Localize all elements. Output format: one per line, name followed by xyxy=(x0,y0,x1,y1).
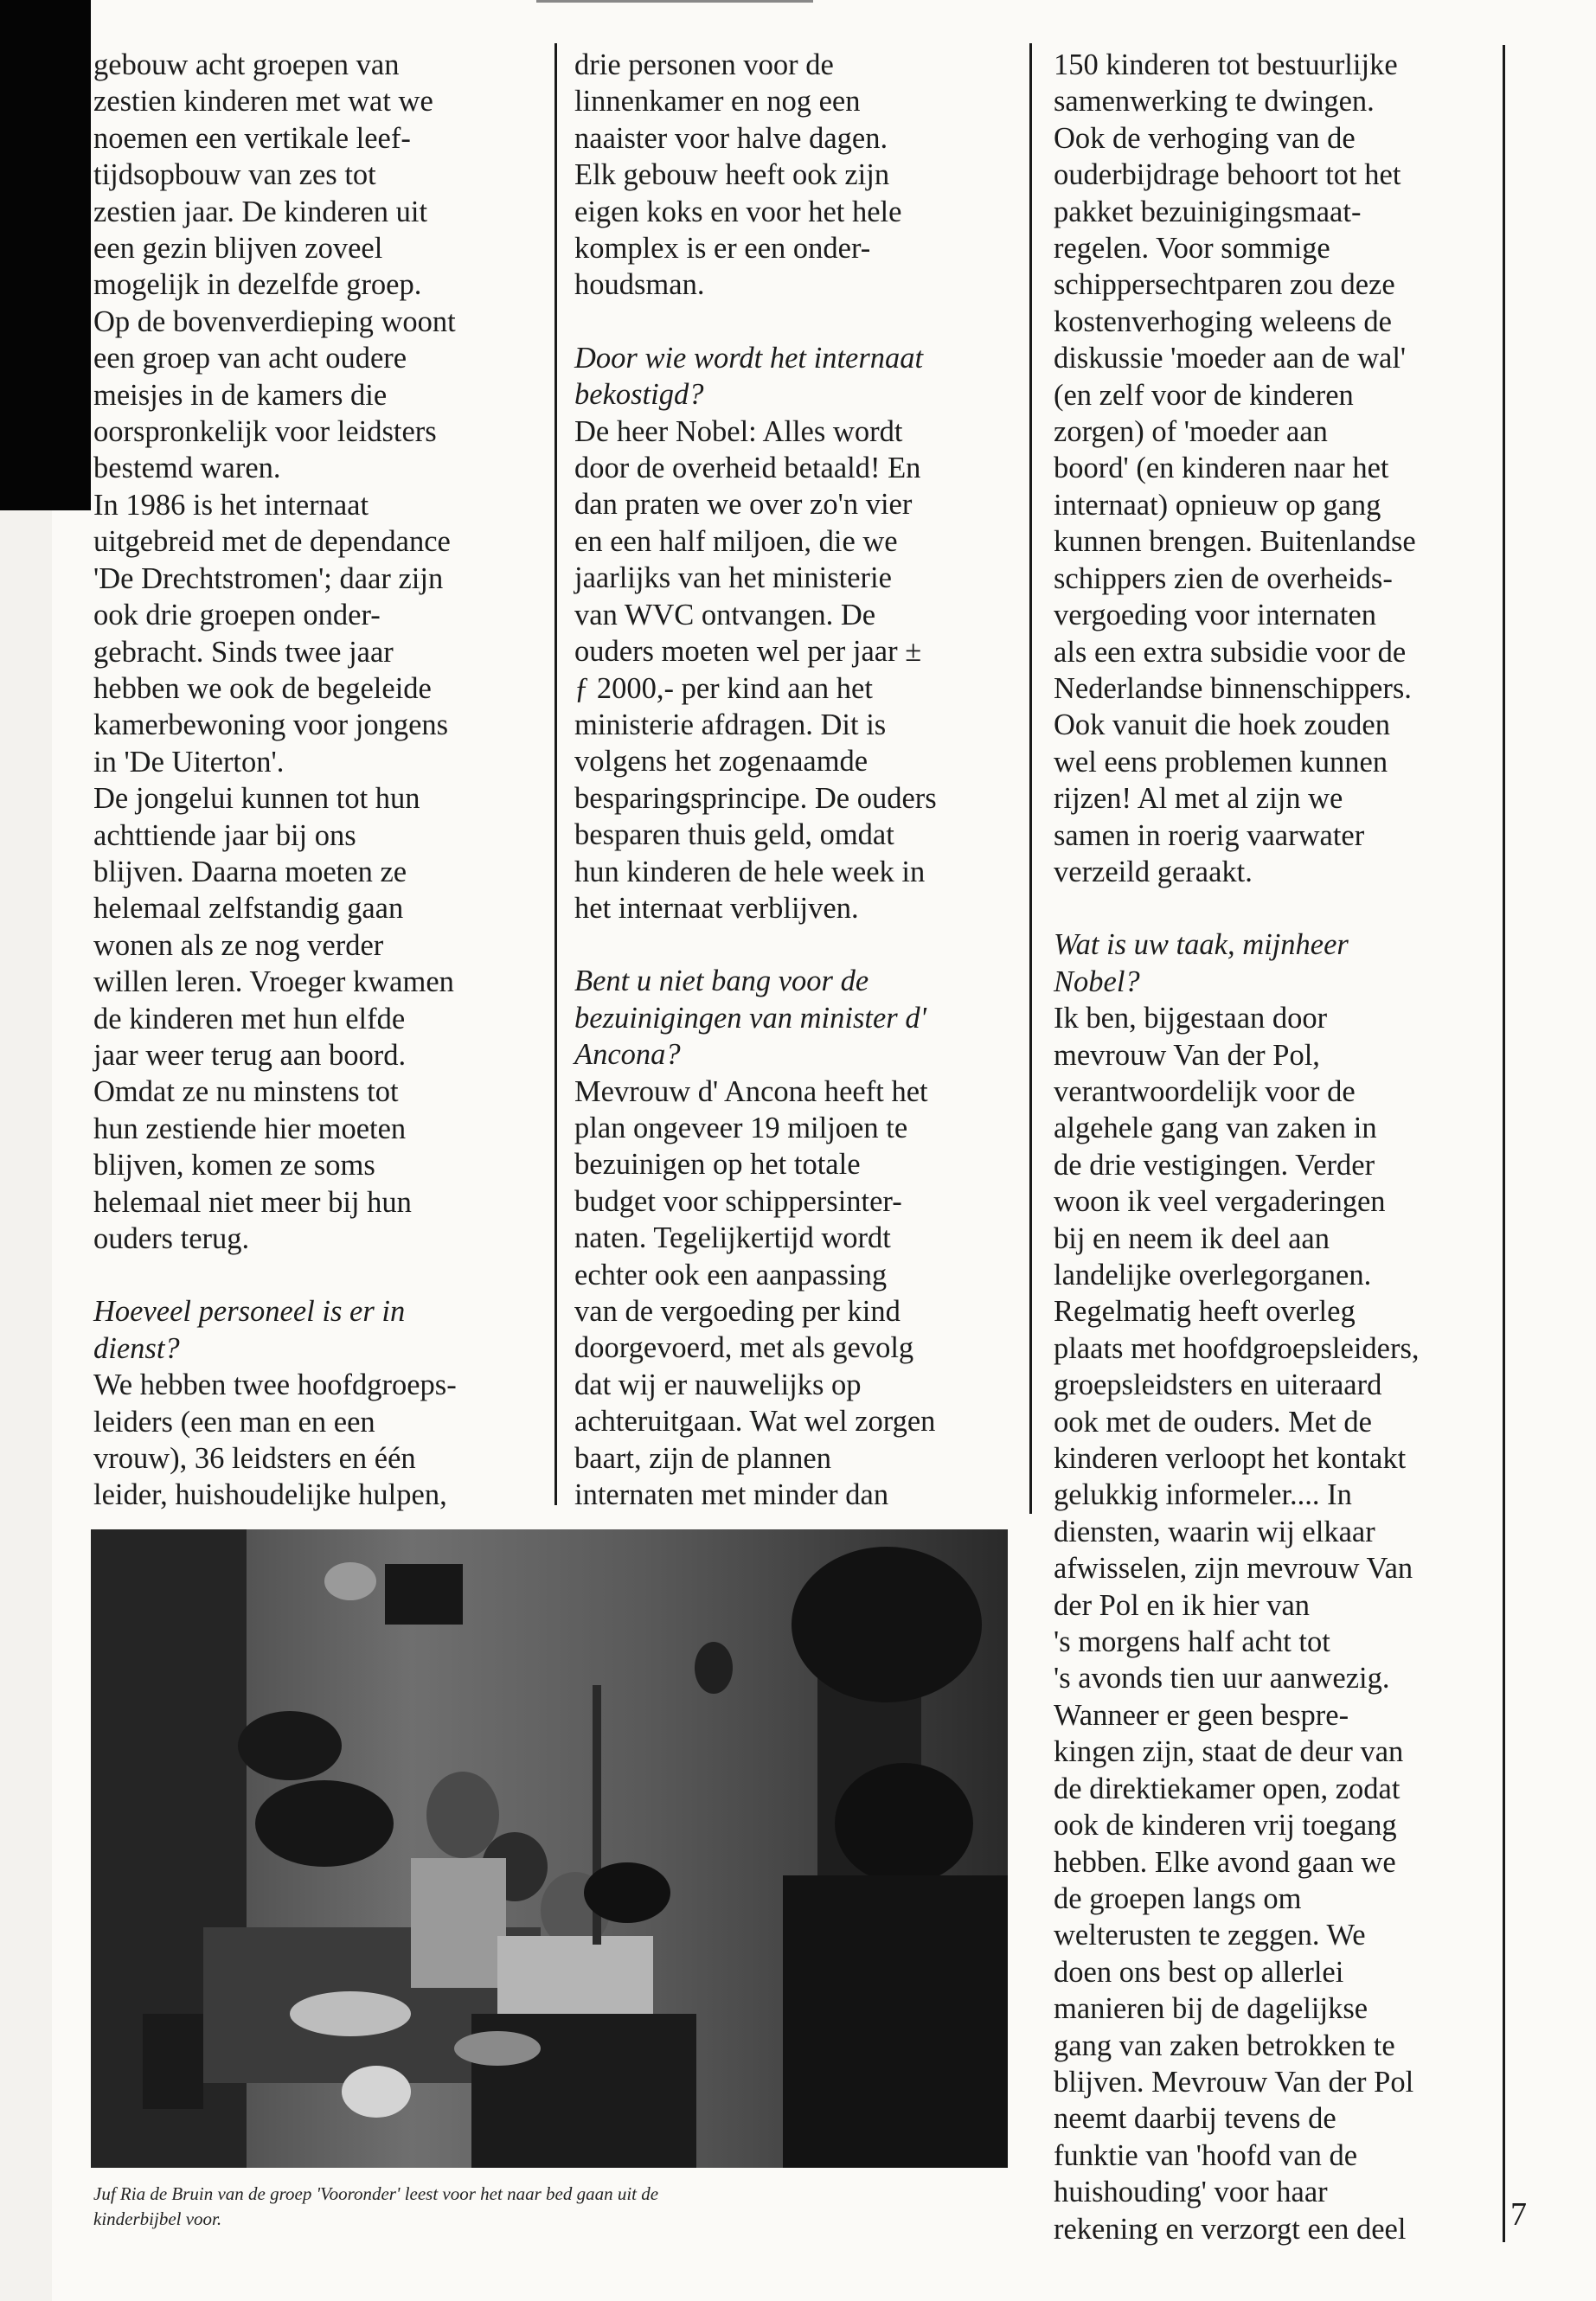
text-line: gelukkig informeler.... In xyxy=(1054,1478,1352,1512)
text-line: verantwoordelijk voor de xyxy=(1054,1074,1356,1108)
text-line: leiders (een man en een xyxy=(93,1405,375,1439)
text-line: noemen een vertikale leef- xyxy=(93,121,411,155)
text-line: oorspronkelijk voor leidsters xyxy=(93,415,437,449)
text-line: funktie van 'hoofd van de xyxy=(1054,2138,1358,2172)
text-line: bestemd waren. xyxy=(93,452,281,485)
text-line: algehele gang van zaken in xyxy=(1054,1112,1377,1145)
text-line: doorgevoerd, met als gevolg xyxy=(574,1331,914,1365)
text-line: ouders moeten wel per jaar ± xyxy=(574,635,922,669)
text-line: verzeild geraakt. xyxy=(1054,855,1253,888)
text-line: We hebben twee hoofdgroeps- xyxy=(93,1368,457,1402)
article-body xyxy=(574,47,1024,304)
text-line: naaister voor halve dagen. xyxy=(574,121,888,155)
text-line: rekening en verzorgt een deel xyxy=(1054,2212,1407,2246)
text-line: leider, huishoudelijke hulpen, xyxy=(93,1478,447,1512)
text-line: kamerbewoning voor jongens xyxy=(93,708,449,742)
text-line: blijven, komen ze soms xyxy=(93,1149,375,1183)
text-line: In 1986 is het internaat xyxy=(93,488,369,522)
text-line: 's morgens half acht tot xyxy=(1054,1625,1330,1659)
text-line: hebben we ook de begeleide xyxy=(93,671,432,705)
text-line: neemt daarbij tevens de xyxy=(1054,2102,1336,2136)
text-line: Door wie wordt het internaat xyxy=(574,341,924,375)
text-line: dienst? xyxy=(93,1331,180,1365)
text-line: regelen. Voor sommige xyxy=(1054,232,1330,266)
text-line: 's avonds tien uur aanwezig. xyxy=(1054,1662,1390,1695)
text-line: blijven. Mevrouw Van der Pol xyxy=(1054,2065,1414,2099)
interview-answer xyxy=(93,1367,543,1514)
text-line: besparen thuis geld, omdat xyxy=(574,818,894,852)
text-line: (en zelf voor de kinderen xyxy=(1054,378,1354,412)
text-line: Wanneer er geen bespre- xyxy=(1054,1698,1349,1732)
text-line: manieren bij de dagelijkse xyxy=(1054,1992,1368,2026)
text-line: de drie vestigingen. Verder xyxy=(1054,1148,1375,1182)
interview-question xyxy=(1054,926,1503,1000)
text-line: Hoeveel personeel is er in xyxy=(93,1295,406,1329)
page-edge-rule xyxy=(1503,45,1505,2242)
text-line: mogelijk in dezelfde groep. xyxy=(93,268,422,302)
text-line: Ik ben, bijgestaan door xyxy=(1054,1002,1328,1035)
text-line: Op de bovenverdieping woont xyxy=(93,304,456,338)
text-line: achttiende jaar bij ons xyxy=(93,818,356,852)
text-line: 150 kinderen tot bestuurlijke xyxy=(1054,48,1398,81)
text-line: vrouw), 36 leidsters en één xyxy=(93,1442,416,1476)
text-line: in 'De Uiterton'. xyxy=(93,745,285,779)
text-line: bij en neem ik deel aan xyxy=(1054,1221,1330,1255)
text-line: mevrouw Van der Pol, xyxy=(1054,1038,1320,1072)
text-line: Nobel? xyxy=(1054,965,1140,998)
text-line: komplex is er een onder- xyxy=(574,232,871,266)
text-line: kunnen brengen. Buitenlandse xyxy=(1054,525,1416,559)
text-line: plan ongeveer 19 miljoen te xyxy=(574,1111,908,1144)
text-line: schippers zien de overheids- xyxy=(1054,561,1393,595)
interview-question xyxy=(574,340,1024,413)
text-line: besparingsprincipe. De ouders xyxy=(574,781,937,815)
text-line: Regelmatig heeft overleg xyxy=(1054,1295,1356,1329)
text-line: plaats met hoofdgroepsleiders, xyxy=(1054,1331,1420,1365)
text-line: willen leren. Vroeger kwamen xyxy=(93,965,454,999)
text-line: bekostigd? xyxy=(574,378,704,412)
text-line: diensten, waarin wij elkaar xyxy=(1054,1515,1375,1548)
text-line: Bent u niet bang voor de xyxy=(574,965,869,998)
text-line: echter ook een aanpassing xyxy=(574,1258,888,1292)
text-line: jaar weer terug aan boord. xyxy=(93,1038,407,1072)
text-line: gebouw acht groepen van xyxy=(93,48,400,81)
text-line: dan praten we over zo'n vier xyxy=(574,488,913,522)
text-line: internaat) opnieuw op gang xyxy=(1054,488,1381,522)
text-line: zestien jaar. De kinderen uit xyxy=(93,195,428,228)
caption-line: kinderbijbel voor. xyxy=(93,2208,222,2229)
text-line: van de vergoeding per kind xyxy=(574,1295,901,1328)
text-line: ook drie groepen onder- xyxy=(93,599,381,632)
text-line: linnenkamer en nog een xyxy=(574,85,861,119)
text-line: achteruitgaan. Wat wel zorgen xyxy=(574,1405,936,1439)
text-line: Elk gebouw heeft ook zijn xyxy=(574,158,890,192)
text-line: gang van zaken betrokken te xyxy=(1054,2029,1395,2062)
text-column-1 xyxy=(93,47,543,1514)
text-line: zestien kinderen met wat we xyxy=(93,85,433,119)
text-line: kostenverhoging weleens de xyxy=(1054,304,1392,338)
column-divider xyxy=(554,43,557,1505)
text-line: ƒ 2000,- per kind aan het xyxy=(574,671,873,705)
text-line: de direktiekamer open, zodat xyxy=(1054,1772,1401,1805)
text-line: als een extra subsidie voor de xyxy=(1054,635,1407,669)
text-line: meisjes in de kamers die xyxy=(93,378,388,412)
text-line: naten. Tegelijkertijd wordt xyxy=(574,1221,891,1255)
text-line: kingen zijn, staat de deur van xyxy=(1054,1735,1404,1769)
text-line: samen in roerig vaarwater xyxy=(1054,818,1365,852)
text-line: ministerie afdragen. Dit is xyxy=(574,708,887,741)
text-column-3 xyxy=(1054,47,1503,2247)
text-line: helemaal niet meer bij hun xyxy=(93,1185,412,1219)
text-line: houdsman. xyxy=(574,268,705,302)
text-line: Ook vanuit die hoek zouden xyxy=(1054,708,1390,742)
text-column-2 xyxy=(574,47,1024,1513)
text-line: tijdsopbouw van zes tot xyxy=(93,158,376,192)
text-line: De jongelui kunnen tot hun xyxy=(93,782,420,816)
text-line: groepsleidsters en uiteraard xyxy=(1054,1368,1382,1402)
interview-answer xyxy=(574,413,1024,927)
text-line: blijven. Daarna moeten ze xyxy=(93,855,407,888)
text-line: rijzen! Al met al zijn we xyxy=(1054,782,1343,816)
text-line: welterusten te zeggen. We xyxy=(1054,1919,1366,1952)
text-line: de groepen langs om xyxy=(1054,1881,1302,1915)
text-line: Nederlandse binnenschippers. xyxy=(1054,671,1412,705)
text-line: ouderbijdrage behoort tot het xyxy=(1054,158,1401,192)
column-divider xyxy=(1029,43,1032,1514)
top-scan-line xyxy=(536,0,813,3)
text-line: jaarlijks van het ministerie xyxy=(574,561,892,595)
article-body xyxy=(1054,47,1503,890)
page-number: 7 xyxy=(1510,2196,1527,2233)
interview-answer xyxy=(574,1074,1024,1514)
text-line: volgens het zogenaamde xyxy=(574,745,869,779)
text-line: landelijke overlegorganen. xyxy=(1054,1259,1372,1292)
text-line: De heer Nobel: Alles wordt xyxy=(574,414,903,448)
text-line: bezuinigen op het totale xyxy=(574,1148,861,1182)
text-line: vergoeding voor internaten xyxy=(1054,599,1376,632)
text-line: ook met de ouders. Met de xyxy=(1054,1405,1372,1439)
text-line: pakket bezuinigingsmaat- xyxy=(1054,195,1362,228)
text-line: wonen als ze nog verder xyxy=(93,928,384,962)
text-line: hun zestiende hier moeten xyxy=(93,1112,407,1145)
scan-edge-shadow xyxy=(0,0,91,510)
text-line: zorgen) of 'moeder aan xyxy=(1054,415,1328,449)
text-line: ook de kinderen vrij toegang xyxy=(1054,1809,1397,1843)
scan-edge-margin xyxy=(0,510,52,2301)
text-line: der Pol en ik hier van xyxy=(1054,1588,1311,1622)
text-line: boord' (en kinderen naar het xyxy=(1054,452,1389,485)
text-line: een gezin blijven zoveel xyxy=(93,232,383,266)
text-line: het internaat verblijven. xyxy=(574,891,859,925)
text-line: afwisselen, zijn mevrouw Van xyxy=(1054,1552,1413,1586)
interview-answer xyxy=(1054,1000,1503,2247)
text-line: helemaal zelfstandig gaan xyxy=(93,892,404,926)
text-line: dat wij er nauwelijks op xyxy=(574,1368,862,1401)
text-line: internaten met minder dan xyxy=(574,1478,889,1512)
caption-line: Juf Ria de Bruin van de groep 'Vooronder' leest voor het naar bed gaan uit de xyxy=(93,2183,659,2204)
text-line: Mevrouw d' Ancona heeft het xyxy=(574,1074,928,1108)
text-line: Ancona? xyxy=(574,1038,681,1072)
text-line: wel eens problemen kunnen xyxy=(1054,745,1388,779)
text-line: huishouding' voor haar xyxy=(1054,2176,1328,2209)
photo-caption xyxy=(93,2182,1010,2232)
text-line: schippersechtparen zou deze xyxy=(1054,268,1395,302)
interview-question xyxy=(574,963,1024,1073)
text-line: uitgebreid met de dependance xyxy=(93,525,451,559)
text-line: ouders terug. xyxy=(93,1222,250,1255)
text-line: bezuinigingen van minister d' xyxy=(574,1001,926,1035)
text-line: hun kinderen de hele week in xyxy=(574,855,926,888)
text-line: en een half miljoen, die we xyxy=(574,524,898,558)
text-line: Wat is uw taak, mijnheer xyxy=(1054,928,1349,962)
text-line: 'De Drechtstromen'; daar zijn xyxy=(93,561,444,595)
text-line: een groep van acht oudere xyxy=(93,342,407,375)
text-line: hebben. Elke avond gaan we xyxy=(1054,1845,1396,1879)
article-body xyxy=(93,47,543,1257)
text-line: door de overheid betaald! En xyxy=(574,452,921,485)
text-line: gebracht. Sinds twee jaar xyxy=(93,635,394,669)
text-line: kinderen verloopt het kontakt xyxy=(1054,1442,1407,1476)
text-line: samenwerking te dwingen. xyxy=(1054,85,1375,119)
text-line: van WVC ontvangen. De xyxy=(574,598,876,631)
photo-reading-children xyxy=(91,1529,1008,2168)
text-line: diskussie 'moeder aan de wal' xyxy=(1054,342,1407,375)
text-line: de kinderen met hun elfde xyxy=(93,1002,406,1035)
interview-question xyxy=(93,1293,543,1367)
text-line: baart, zijn de plannen xyxy=(574,1441,831,1475)
text-line: budget voor schippersinter- xyxy=(574,1184,902,1218)
text-line: woon ik veel vergaderingen xyxy=(1054,1185,1386,1219)
text-line: drie personen voor de xyxy=(574,48,834,81)
text-line: Omdat ze nu minstens tot xyxy=(93,1075,399,1109)
text-line: Ook de verhoging van de xyxy=(1054,121,1356,155)
text-line: eigen koks en voor het hele xyxy=(574,195,902,228)
text-line: doen ons best op allerlei xyxy=(1054,1955,1344,1989)
